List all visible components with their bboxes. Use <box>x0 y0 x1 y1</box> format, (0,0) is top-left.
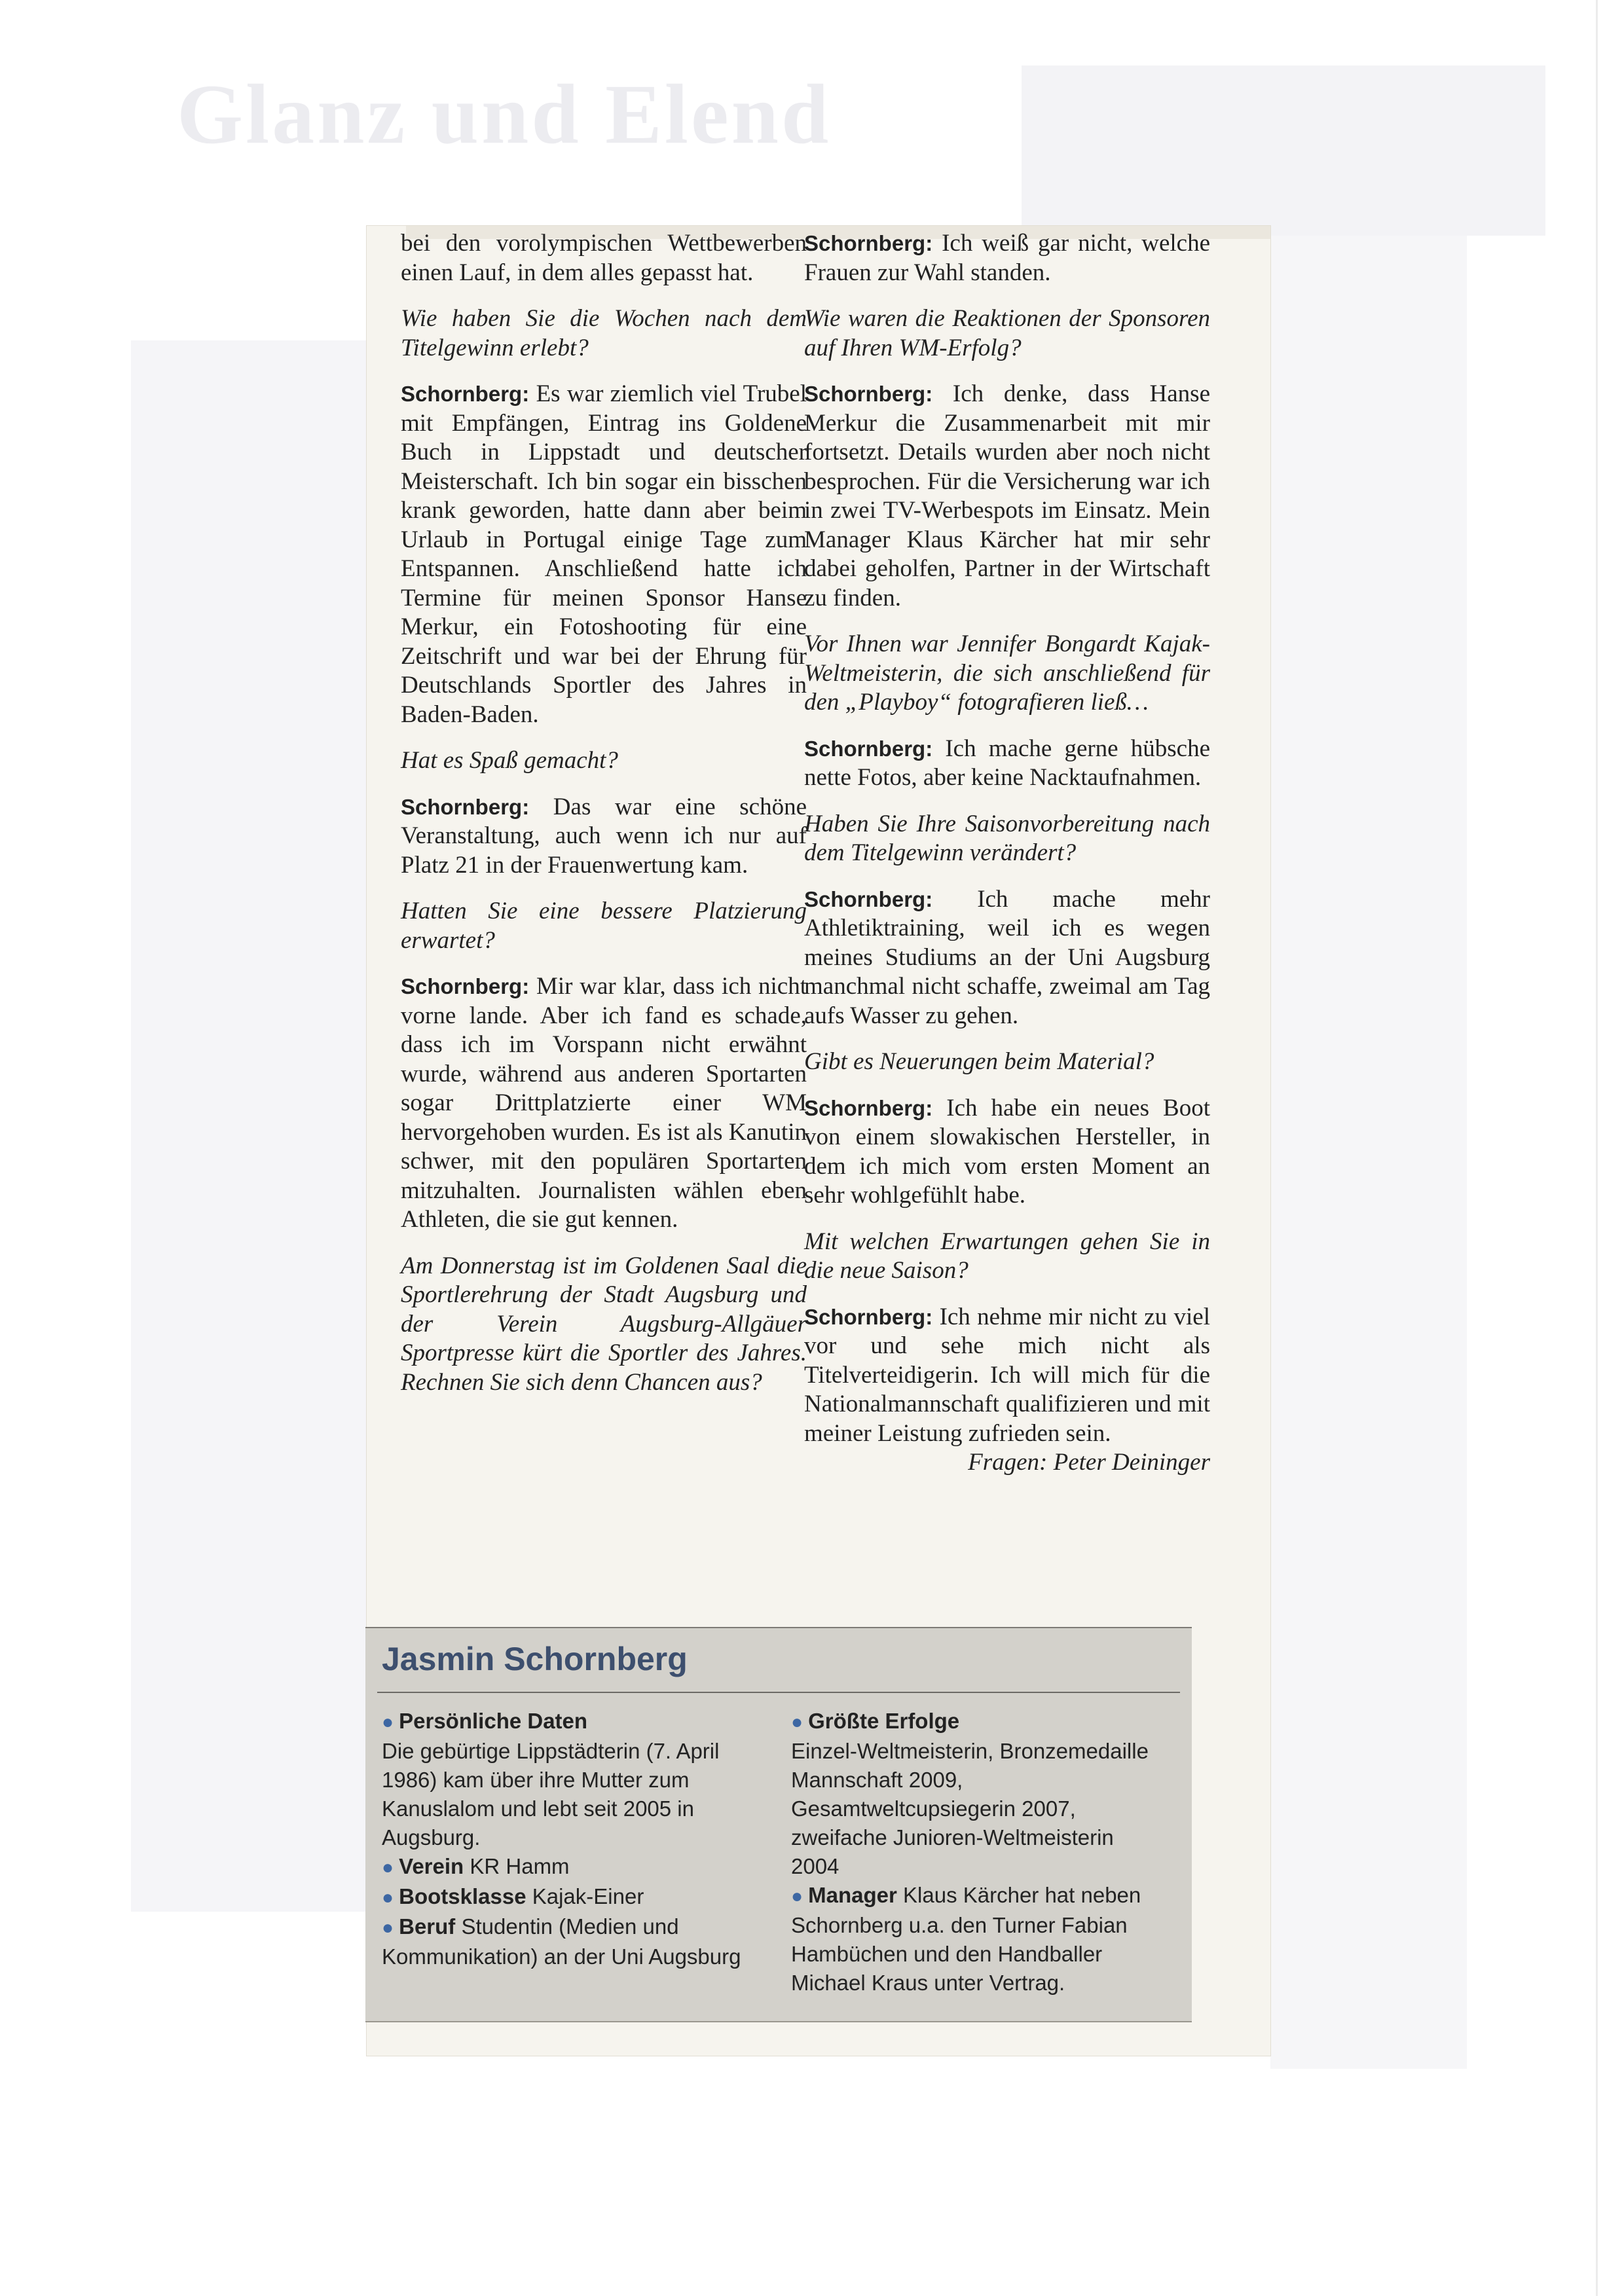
entry-label: Verein <box>399 1854 464 1878</box>
article-right-column <box>804 229 1210 1478</box>
entry-label: Manager <box>808 1883 897 1907</box>
interview-answer <box>401 229 807 287</box>
background-panel <box>131 340 380 1912</box>
question-text: Hat es Spaß gemacht? <box>401 747 618 774</box>
question-text: Haben Sie Ihre Saisonvorbereitung nach dem Titelgewinn verändert? <box>804 810 1210 866</box>
interview-question <box>804 304 1210 363</box>
interview-answer <box>804 735 1210 793</box>
bullet-icon: ● <box>791 1711 803 1733</box>
background-headline: Glanz und Elend <box>177 67 832 162</box>
entry-text: Studentin (Medien und Kommunikation) an der Uni Augsburg <box>382 1914 741 1969</box>
entry-text: Klaus Kärcher hat neben Schornberg u.a. den Turner Fabian Hambüchen und den Handballer Michael Kraus unter Vertrag. <box>791 1883 1141 1995</box>
interview-answer <box>401 972 807 1235</box>
interview-question <box>401 304 807 363</box>
entry-label: Bootsklasse <box>399 1884 526 1908</box>
byline: Fragen: Peter Deininger <box>968 1449 1210 1476</box>
answer-text: Ich mache gerne hübsche nette Fotos, aber keine Nacktaufnahmen. <box>804 735 1211 791</box>
interview-answer <box>804 1094 1210 1211</box>
interview-answer <box>804 1303 1211 1476</box>
entry-label: Beruf <box>399 1914 456 1939</box>
question-text: Mit welchen Erwartungen gehen Sie in die neue Saison? <box>804 1228 1210 1284</box>
infobox-divider <box>377 1692 1180 1693</box>
infobox-entry <box>791 1707 1158 1881</box>
entry-text: Die gebürtige Lippstädterin (7. April 1986) kam über ihre Mutter zum Kanuslalom und lebt seit 2005 in Augsburg. <box>382 1739 720 1850</box>
question-text: Am Donnerstag ist im Goldenen Saal die Sportlerehrung der Stadt Augsburg und der Verein Augsburg-Allgäuer Sportpresse kürt die Sportler des Jahres. Rechnen Sie sich denn Chancen aus? <box>401 1252 807 1396</box>
speaker-name: Schornberg: <box>401 974 530 998</box>
question-text: Hatten Sie eine bessere Platzierung erwartet? <box>401 898 807 954</box>
infobox-left-column <box>382 1707 748 1971</box>
interview-question <box>804 810 1210 868</box>
question-text: Vor Ihnen war Jennifer Bongardt Kajak-Weltmeisterin, die sich anschließend für den „Playboy“ fotografieren ließ… <box>804 630 1210 716</box>
question-text: Wie waren die Reaktionen der Sponsoren auf Ihren WM-Erfolg? <box>804 305 1210 361</box>
infobox-entry <box>382 1912 748 1971</box>
speaker-name: Schornberg: <box>401 794 530 819</box>
scan-edge <box>1596 0 1598 2296</box>
bullet-icon: ● <box>791 1886 803 1907</box>
speaker-name: Schornberg: <box>804 382 933 406</box>
infobox-entry <box>382 1882 748 1912</box>
interview-answer <box>804 380 1210 613</box>
background-panel <box>1022 65 1545 236</box>
answer-text: Das war eine schöne Veranstaltung, auch wenn ich nur auf Platz 21 in der Frauenwertung kam. <box>401 793 807 879</box>
speaker-name: Schornberg: <box>804 1095 933 1120</box>
interview-answer <box>401 380 807 729</box>
bullet-icon: ● <box>382 1857 394 1878</box>
interview-question <box>401 1252 807 1398</box>
answer-text: Ich denke, dass Hanse Merkur die Zusammenarbeit mit mir fortsetzt. Details wurden aber noch nicht besprochen. Für die Versicherung war ich in zwei TV-Werbespots im Einsatz. Mein Manager Klaus Kärcher hat mir sehr dabei geholfen, Partner in der Wirtschaft zu finden. <box>804 380 1210 611</box>
interview-question <box>804 630 1210 718</box>
answer-text: Ich nehme mir nicht zu viel vor und sehe mich nicht als Titelverteidigerin. Ich will mich für die Nationalmannschaft qualifizieren und mit meiner Leistung zufrieden sein. <box>804 1303 1211 1447</box>
answer-text: Ich weiß gar nicht, welche Frauen zur Wahl standen. <box>804 230 1210 286</box>
speaker-name: Schornberg: <box>401 382 530 406</box>
interview-question <box>401 746 807 776</box>
infobox-right-column <box>791 1707 1158 1997</box>
interview-question <box>401 897 807 955</box>
interview-question <box>804 1048 1210 1077</box>
question-text: Gibt es Neuerungen beim Material? <box>804 1048 1154 1075</box>
answer-text: bei den vorolympischen Wettbewerben einen Lauf, in dem alles gepasst hat. <box>401 230 807 286</box>
infobox-entry <box>382 1852 748 1882</box>
infobox-entry <box>791 1881 1158 1997</box>
entry-label: Persönliche Daten <box>399 1709 588 1733</box>
profile-infobox <box>365 1627 1192 2022</box>
speaker-name: Schornberg: <box>804 231 933 255</box>
speaker-name: Schornberg: <box>804 1304 933 1329</box>
answer-text: Es war ziemlich viel Trubel mit Empfängen, Eintrag ins Goldene Buch in Lippstadt und deutscher Meisterschaft. Ich bin sogar ein bisschen krank geworden, hatte dann aber beim Urlaub in Portugal einige Tage zum Entspannen. Anschließend hatte ich Termine für meinen Sponsor Hanse Merkur, ein Fotoshooting für eine Zeitschrift und war bei der Ehrung für Deutschlands Sportler des Jahres in Baden-Baden. <box>401 380 807 728</box>
article-left-column <box>401 229 807 1397</box>
interview-answer <box>401 793 807 881</box>
interview-question <box>804 1228 1210 1286</box>
entry-text: Kajak-Einer <box>532 1884 644 1908</box>
bullet-icon: ● <box>382 1887 394 1908</box>
entry-text: Einzel-Weltmeisterin, Bronzemedaille Mannschaft 2009, Gesamtweltcupsiegerin 2007, zweifache Junioren-Weltmeisterin 2004 <box>791 1739 1149 1878</box>
background-panel <box>1270 236 1467 2069</box>
entry-text: KR Hamm <box>470 1854 570 1878</box>
answer-text: Ich habe ein neues Boot von einem slowakischen Hersteller, in dem ich mich vom ersten Moment an sehr wohlgefühlt habe. <box>804 1094 1210 1209</box>
speaker-name: Schornberg: <box>804 886 933 911</box>
question-text: Wie haben Sie die Wochen nach dem Titelgewinn erlebt? <box>401 305 807 361</box>
entry-label: Größte Erfolge <box>808 1709 960 1733</box>
infobox-title: Jasmin Schornberg <box>382 1641 688 1677</box>
speaker-name: Schornberg: <box>804 736 933 761</box>
answer-text: Ich mache mehr Athletiktraining, weil ich es wegen meines Studiums an der Uni Augsburg manchmal nicht schaffe, zweimal am Tag aufs Wasser zu gehen. <box>804 885 1210 1029</box>
infobox-entry <box>382 1707 748 1852</box>
bullet-icon: ● <box>382 1711 394 1733</box>
bullet-icon: ● <box>382 1917 394 1939</box>
interview-answer <box>804 885 1210 1031</box>
interview-answer <box>804 229 1210 287</box>
answer-text: Mir war klar, dass ich nicht vorne lande. Aber ich fand es schade, dass ich im Vorspann nicht erwähnt wurde, während aus anderen Sportarten sogar Drittplatzierte einer WM hervorgehoben wurden. Es ist als Kanutin schwer, mit den populären Sportarten mitzuhalten. Journalisten wählen eben Athleten, die sie gut kennen. <box>401 973 807 1233</box>
